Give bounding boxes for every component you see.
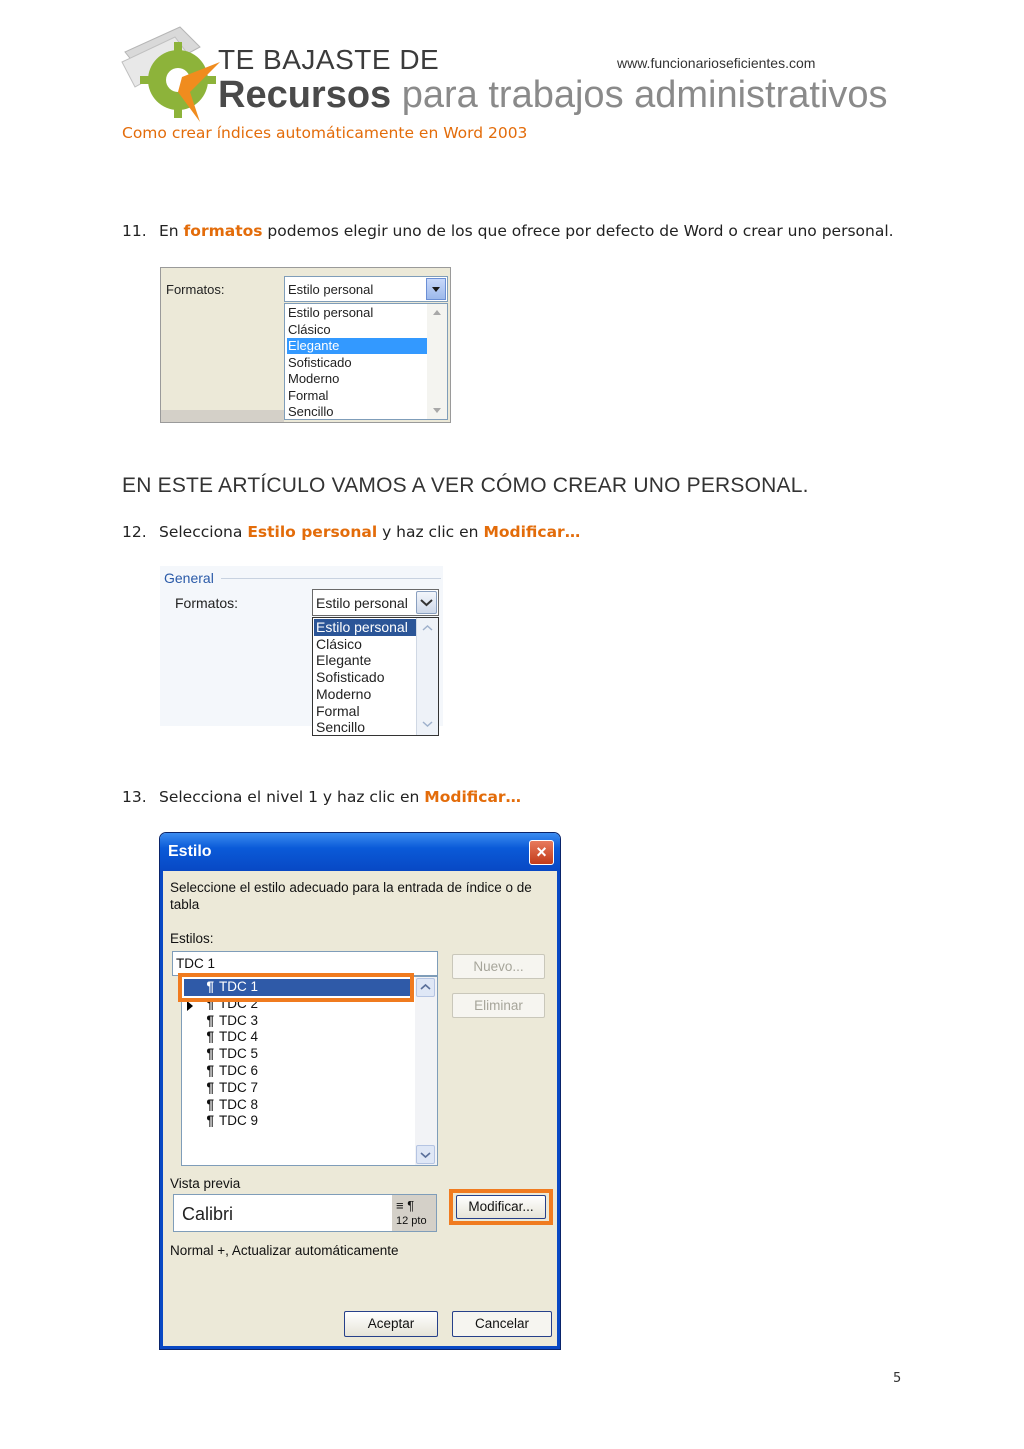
delete-button[interactable]: Eliminar	[452, 993, 545, 1018]
style-based-on: Normal +, Actualizar automáticamente	[170, 1243, 399, 1258]
listbox-scrollbar[interactable]	[427, 304, 447, 419]
list-item[interactable]: Sencillo	[288, 404, 334, 419]
list-item[interactable]: Formal	[316, 702, 360, 719]
scroll-down-button[interactable]	[416, 1145, 435, 1164]
list-item[interactable]: Moderno	[288, 371, 340, 386]
formats-screenshot-2	[160, 566, 443, 736]
style-list-item[interactable]	[184, 1113, 412, 1130]
logo-text-line2	[218, 74, 888, 117]
logo-text-line1: TE BAJASTE DE	[218, 44, 440, 75]
logo-recursos: Recursos	[218, 74, 392, 116]
step-highlight: Estilo personal	[247, 523, 378, 541]
style-name: TDC 4	[219, 1029, 259, 1045]
step-text: y haz clic en	[377, 523, 484, 541]
list-item[interactable]: Clásico	[316, 635, 362, 652]
new-button[interactable]: Nuevo...	[452, 954, 545, 979]
close-icon[interactable]: ×	[529, 840, 554, 865]
pointer-arrow-icon	[186, 1001, 194, 1011]
style-name: TDC 8	[219, 1096, 259, 1112]
scroll-arrows-icon	[427, 304, 447, 419]
group-label: General	[164, 570, 214, 586]
page-number: 5	[893, 1371, 902, 1386]
step-12	[122, 523, 580, 541]
list-item[interactable]: Estilo personal	[288, 305, 374, 320]
style-name: TDC 5	[219, 1046, 259, 1062]
style-name: TDC 2	[219, 995, 259, 1011]
pilcrow-icon: ¶	[206, 1079, 214, 1095]
modify-button[interactable]: Modificar...	[456, 1195, 546, 1219]
style-list-item[interactable]	[184, 1080, 412, 1097]
group-divider	[221, 578, 441, 579]
align-pilcrow-icon: ≡ ¶	[396, 1198, 415, 1213]
pilcrow-icon: ¶	[206, 979, 214, 994]
dialog-border-left	[160, 871, 163, 1350]
dialog-border-bottom	[160, 1346, 560, 1349]
step-text: Selecciona	[159, 523, 248, 541]
style-name: TDC 3	[219, 1012, 259, 1028]
highlight-box-tdc1	[178, 973, 414, 1002]
list-item[interactable]: Moderno	[316, 685, 372, 702]
step-highlight: formatos	[183, 222, 263, 240]
ok-button[interactable]: Aceptar	[344, 1311, 438, 1337]
document-title: Como crear índices automáticamente en Word 2003	[122, 124, 528, 142]
style-name: TDC 1	[219, 979, 259, 994]
style-list-item[interactable]	[184, 1063, 412, 1080]
scroll-arrows-icon	[417, 618, 438, 735]
style-preview	[173, 1194, 437, 1232]
list-item[interactable]: Clásico	[288, 321, 331, 337]
styles-scrollbar[interactable]	[415, 977, 437, 1165]
step-text: podemos elegir uno de los que ofrece por defecto de Word o crear uno personal.	[262, 222, 894, 240]
section-heading: EN ESTE ARTÍCULO VAMOS A VER CÓMO CREAR UNO PERSONAL.	[122, 474, 809, 497]
pilcrow-icon: ¶	[206, 1113, 214, 1129]
highlight-box-modify	[449, 1189, 553, 1225]
cancel-button[interactable]: Cancelar	[452, 1311, 552, 1337]
style-name: TDC 9	[219, 1113, 259, 1129]
dialog-title: Estilo	[168, 843, 212, 860]
style-name: TDC 7	[219, 1079, 259, 1095]
styles-listbox[interactable]	[181, 976, 438, 1166]
styles-label: Estilos:	[170, 931, 214, 946]
list-item[interactable]: Elegante	[287, 338, 427, 354]
chevron-down-icon	[417, 592, 436, 613]
formats-screenshot-1	[160, 267, 451, 423]
logo-gear-icon	[120, 22, 220, 122]
list-item[interactable]: Formal	[288, 387, 329, 403]
step-number: 11.	[122, 222, 147, 240]
style-dialog	[159, 832, 561, 1350]
step-number: 13.	[122, 788, 147, 806]
pilcrow-icon: ¶	[206, 1029, 214, 1045]
dialog-bottom-band	[161, 410, 284, 422]
formats-listbox[interactable]	[312, 617, 439, 736]
step-text: Selecciona el nivel 1 y haz clic en	[159, 788, 425, 806]
style-list-item[interactable]	[184, 1097, 412, 1114]
preview-size: 12 pto	[396, 1215, 427, 1227]
step-highlight: Modificar…	[483, 523, 581, 541]
pilcrow-icon: ¶	[206, 1012, 214, 1028]
formats-listbox[interactable]	[284, 303, 448, 420]
step-11	[122, 222, 894, 240]
dropdown-button[interactable]	[416, 591, 437, 614]
combo-value: Estilo personal	[288, 282, 374, 297]
preview-font: Calibri	[182, 1204, 234, 1224]
list-item[interactable]: Sofisticado	[288, 354, 352, 370]
dialog-border-right	[557, 871, 560, 1350]
listbox-scrollbar[interactable]	[416, 618, 438, 735]
formats-label: Formatos:	[175, 595, 239, 611]
style-name: TDC 6	[219, 1063, 259, 1078]
list-item[interactable]: Elegante	[316, 652, 372, 669]
scroll-up-button[interactable]	[416, 978, 435, 997]
formats-combobox[interactable]	[284, 276, 448, 302]
style-list-item[interactable]	[184, 1013, 412, 1030]
logo-tagline: para trabajos administrativos	[391, 74, 888, 116]
site-url[interactable]: www.funcionarioseficientes.com	[617, 55, 816, 71]
step-highlight: Modificar…	[424, 788, 522, 806]
combo-value: Estilo personal	[316, 595, 408, 611]
step-number: 12.	[122, 523, 147, 541]
formats-label: Formatos:	[166, 282, 225, 297]
list-item[interactable]: Sofisticado	[316, 669, 385, 686]
preview-label: Vista previa	[170, 1176, 241, 1191]
style-input-value: TDC 1	[176, 956, 216, 971]
pilcrow-icon: ¶	[206, 995, 214, 1011]
list-item[interactable]: Sencillo	[316, 719, 366, 736]
pilcrow-icon: ¶	[206, 1046, 214, 1062]
step-13	[122, 788, 521, 806]
chevron-up-icon	[417, 979, 434, 996]
preview-format-panel	[392, 1195, 436, 1231]
dialog-description: Seleccione el estilo adecuado para la entrada de índice o de tabla	[170, 880, 532, 912]
dropdown-button[interactable]	[426, 278, 446, 300]
dialog-titlebar[interactable]	[160, 833, 560, 871]
formats-combobox[interactable]	[312, 589, 439, 616]
chevron-down-icon	[417, 1146, 434, 1163]
style-list-item[interactable]	[184, 1029, 412, 1046]
list-item[interactable]: Estilo personal	[314, 619, 419, 636]
step-text: En	[159, 222, 184, 240]
style-list-item[interactable]	[184, 1046, 412, 1063]
chevron-down-icon	[427, 279, 445, 299]
pilcrow-icon: ¶	[206, 1096, 214, 1112]
pilcrow-icon: ¶	[206, 1063, 214, 1078]
